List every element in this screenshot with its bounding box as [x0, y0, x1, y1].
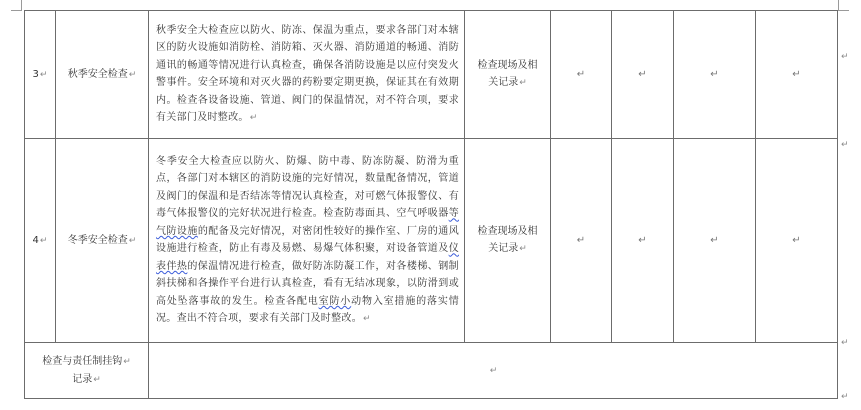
spellcheck-underlined-text: 仪表伴热: [156, 243, 459, 272]
return-mark: ↵: [638, 68, 647, 80]
empty-cell: [612, 11, 674, 139]
table-row: [25, 139, 838, 343]
row-end-mark: ↵: [841, 338, 849, 348]
return-mark: ↵: [519, 244, 527, 255]
footer-label: 检查与责任制挂钩: [42, 355, 123, 367]
return-mark: ↵: [128, 235, 137, 246]
return-mark: ↵: [710, 68, 719, 80]
return-mark: ↵: [123, 356, 131, 367]
empty-cell: [756, 139, 838, 343]
return-mark: ↵: [363, 314, 371, 325]
return-mark: ↵: [249, 113, 258, 124]
page-corner-mark-top-right: [838, 0, 849, 11]
empty-cell: [756, 11, 838, 139]
page-corner-mark-top-left: [11, 0, 22, 11]
inspection-content: 的保温情况进行检查，做好防冻防凝工作，对各楼梯、钢制斜扶梯和各操作平台进行认真检查，看有无结冰现象，以防滑到或高处坠落事故的发生。检查各配电: [156, 260, 459, 307]
return-mark: ↵: [792, 68, 801, 80]
return-mark: ↵: [39, 235, 48, 246]
inspection-name: 秋季安全检查: [67, 68, 128, 80]
empty-cell: [612, 139, 674, 343]
inspection-method: 检查现场及相关记录: [477, 59, 538, 89]
return-mark: ↵: [489, 365, 498, 376]
empty-cell: [551, 139, 612, 343]
return-mark: ↵: [39, 69, 48, 80]
return-mark: ↵: [576, 68, 586, 80]
footer-label: 记录: [72, 373, 93, 385]
empty-cell: [674, 11, 756, 139]
empty-cell: [674, 139, 756, 343]
inspection-content: 动物入室措施的落实情况。查出不符合项，要求有关部门及时整改。: [156, 295, 460, 325]
return-mark: ↵: [128, 69, 137, 80]
inspection-content: 的配备及完好情况，对密闭性较好的操作室、厂房的通风设施进行检查，防止有毒及易燃、易爆气体积聚，对设备管道及: [156, 225, 460, 255]
inspection-name-cell: [56, 139, 149, 343]
row-end-mark: ↵: [841, 140, 849, 150]
row-number-cell: [25, 139, 56, 343]
row-end-mark: ↵: [841, 52, 849, 62]
spellcheck-underlined-text: 室防小: [318, 295, 352, 307]
table-row-footer: [25, 343, 838, 399]
inspection-content-cell: [149, 11, 465, 139]
return-mark: ↵: [519, 78, 527, 89]
inspection-method-cell: [465, 11, 551, 139]
row-number: 3: [32, 68, 39, 80]
inspection-method: 检查现场及相关记录: [477, 225, 538, 255]
row-number: 4: [32, 234, 39, 246]
row-number-cell: [25, 11, 56, 139]
return-mark: ↵: [576, 234, 586, 246]
inspection-name: 冬季安全检查: [67, 234, 128, 246]
return-mark: ↵: [792, 234, 801, 246]
row-end-mark: ↵: [841, 392, 849, 402]
spellcheck-underlined-text: 等气防设施: [156, 208, 459, 237]
inspection-name-cell: [56, 11, 149, 139]
inspection-table: [24, 10, 838, 399]
return-mark: ↵: [93, 374, 101, 385]
inspection-content: 冬季安全大检查应以防火、防爆、防中毒、防冻防凝、防滑为重点，各部门对本辖区的消防设施的完好情况，数量配备情况，管道及阀门的保温和是否结冻等情况认真检查，对可燃气体报警仪、有毒气体报警仪的完好状况进行检查。检查防毒面具、空气呼吸器: [156, 155, 459, 220]
inspection-content-cell: [149, 139, 465, 343]
footer-value-cell: [149, 343, 838, 399]
inspection-method-cell: [465, 139, 551, 343]
inspection-content: 秋季安全大检查应以防火、防冻、保温为重点，要求各部门对本辖区的防火设施如消防栓、消防箱、灭火器、消防通道的畅通、消防通讯的畅通等情况进行认真检查，确保各消防设施是以应付突发火警事件。安全环境和对灭火器的药粉要定期更换，保证其在有效期内。检查各设备设施、管道、阀门的保温情况，对不符合项，要求有关部门及时整改。: [156, 24, 459, 124]
empty-cell: [551, 11, 612, 139]
return-mark: ↵: [710, 234, 719, 246]
table-row: [25, 11, 838, 139]
return-mark: ↵: [638, 234, 647, 246]
footer-label-cell: [25, 343, 149, 399]
